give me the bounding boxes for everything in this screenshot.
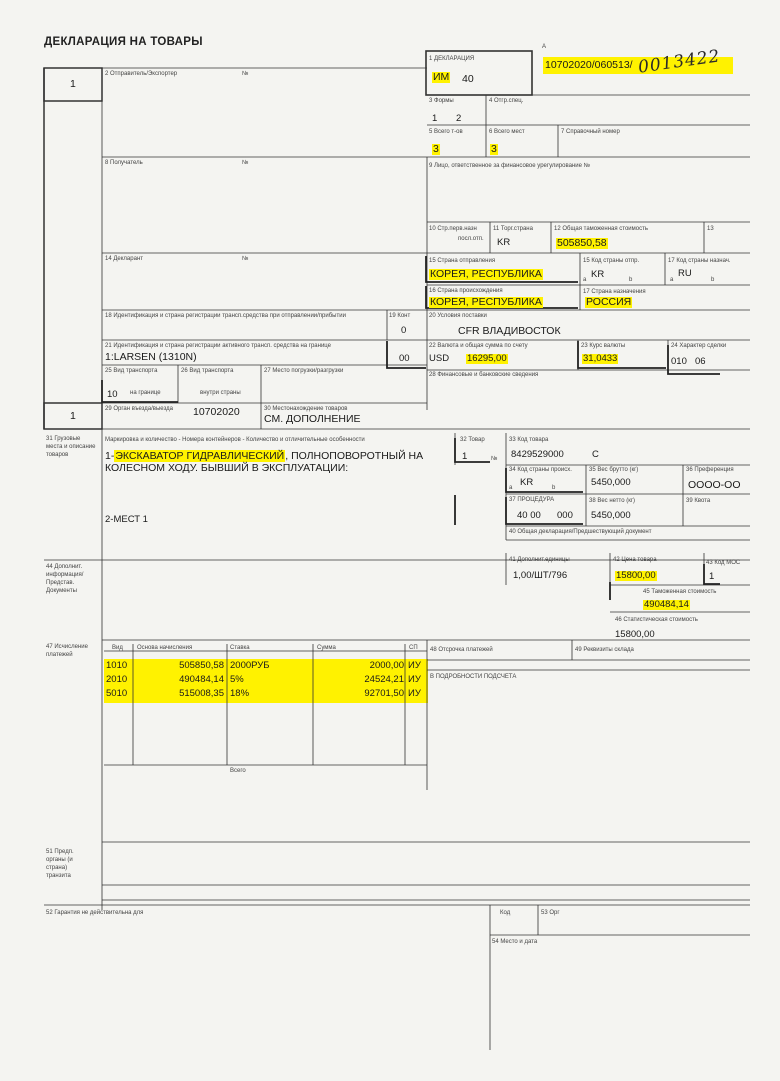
box23-value: 31,0433 <box>583 353 618 364</box>
box1-label: 1 ДЕКЛАРАЦИЯ <box>429 56 475 62</box>
box34-b: b <box>552 485 556 491</box>
box32-no: № <box>491 456 498 462</box>
box31-line1-prefix: 1- <box>105 450 115 462</box>
form-title: ДЕКЛАРАЦИЯ НА ТОВАРЫ <box>44 36 203 48</box>
box51-label: 51 Предп. органы (и страна) транзита <box>46 849 74 879</box>
box25-label: 25 Вид транспорта <box>105 368 158 374</box>
box21-code: 00 <box>399 353 410 364</box>
box31-places: 2-МЕСТ 1 <box>105 514 148 525</box>
box15-label: 15 Страна отправления <box>429 258 496 264</box>
box17-value: РОССИЯ <box>586 296 632 308</box>
box32-value: 1 <box>462 451 468 462</box>
box35-label: 35 Вес брутто (кг) <box>589 467 639 473</box>
box24-label: 24 Характер сделки <box>671 343 727 349</box>
box25-value: 10 <box>107 389 118 400</box>
box7-label: 7 Справочный номер <box>561 129 620 135</box>
box24-val1: 010 <box>671 356 687 367</box>
box17a-b: b <box>711 277 715 283</box>
box52-code: Код <box>500 910 511 916</box>
box35-value: 5450,000 <box>591 477 631 488</box>
box26-label: 26 Вид транспорта <box>181 368 234 374</box>
box45-label: 45 Таможенная стоимость <box>643 589 717 595</box>
box31-label: 31 Грузовые места и описание товаров <box>46 436 96 458</box>
box30-value: СМ. ДОПОЛНЕНИЕ <box>264 413 361 425</box>
table-row-3-base: 515008,35 <box>179 688 224 699</box>
box31-header: Маркировка и количество - Номера контейнеров - Количество и отличительные особенности <box>105 437 365 443</box>
box40-label: 40 Общая декларация/Предшествующий документ <box>509 529 652 535</box>
box6-label: 6 Всего мест <box>489 129 525 135</box>
box37-val2: 000 <box>557 510 573 521</box>
box36-value: ОООО-ОО <box>688 479 741 491</box>
box5-value: 3 <box>433 143 439 155</box>
box41-label: 41 Дополнит.единицы <box>509 557 570 563</box>
box37-val1: 40 00 <box>517 510 541 521</box>
table-row-3-sp: ИУ <box>408 688 421 699</box>
box11-value: KR <box>497 237 511 248</box>
box42-label: 42 Цена товара <box>613 557 657 563</box>
box24-val2: 06 <box>695 356 706 367</box>
box16-value: КОРЕЯ, РЕСПУБЛИКА <box>430 296 542 308</box>
box18-label: 18 Идентификация и страна регистрации трансп.средства при отправлении/прибытии <box>105 313 346 319</box>
box15a-value: KR <box>591 269 605 280</box>
table-row-2-base: 490484,14 <box>179 674 224 685</box>
box39-label: 39 Квота <box>686 498 711 504</box>
box15-value: КОРЕЯ, РЕСПУБЛИКА <box>430 268 542 280</box>
box8-label: 8 Получатель <box>105 160 143 166</box>
box43-label: 43 Код МОС <box>706 560 741 566</box>
box26-sub: внутри страны <box>200 390 241 396</box>
box3-label: 3 Формы <box>429 98 454 104</box>
box28-label: 28 Финансовые и банковские сведения <box>429 372 539 378</box>
box21-label: 21 Идентификация и страна регистрации активного трансп. средства на границе <box>105 343 332 349</box>
box44-label: 44 Дополнит. информация/ Представ. Документы <box>46 564 84 594</box>
box22-label: 22 Валюта и общая сумма по счету <box>429 343 528 349</box>
box5-label: 5 Всего т-ов <box>429 129 463 135</box>
box48-label: 48 Отсрочка платежей <box>430 647 493 653</box>
box3-val2: 2 <box>456 113 462 124</box>
box8-no: № <box>242 160 249 166</box>
box20-label: 20 Условия поставки <box>429 313 487 319</box>
letter-a: A <box>542 44 547 50</box>
table-row-1-base: 505850,58 <box>179 660 224 671</box>
box15a-label: 15 Код страны отпр. <box>583 258 640 264</box>
box54-label: 54 Место и дата <box>492 939 538 945</box>
box34-value: KR <box>520 477 534 488</box>
box15a-a: a <box>583 277 587 283</box>
registration-number: 10702020/060513/ <box>545 59 633 71</box>
box29-value: 10702020 <box>193 406 240 418</box>
box46-value: 15800,00 <box>615 629 655 640</box>
table-row-3-rate: 18% <box>230 688 250 699</box>
box20-value: CFR ВЛАДИВОСТОК <box>458 325 561 337</box>
box37-label: 37 ПРОЦЕДУРА <box>509 497 555 503</box>
box47-h-vid: Вид <box>112 645 123 651</box>
box47-total: Всего <box>230 768 246 774</box>
box2-no: № <box>242 71 249 77</box>
table-row-2-sp: ИУ <box>408 674 421 685</box>
box30-label: 30 Местонахождение товаров <box>264 406 348 412</box>
box22-currency: USD <box>429 353 450 364</box>
box36-label: 36 Преференция <box>686 467 734 473</box>
box31-line1-rest: , ПОЛНОПОВОРОТНЫЙ НА <box>285 450 424 462</box>
box14-label: 14 Декларант <box>105 256 144 262</box>
box4-label: 4 Отгр.спец. <box>489 98 524 104</box>
box10-label2: посл.отп. <box>458 236 484 242</box>
box23-label: 23 Курс валюты <box>581 343 626 349</box>
box31-line1 <box>105 451 423 462</box>
box14-no: № <box>242 256 249 262</box>
table-row-1-vid: 1010 <box>106 660 128 671</box>
table-row-2-vid: 2010 <box>106 674 128 685</box>
box19-label: 19 Конт <box>389 313 411 319</box>
box45-value: 490484,14 <box>644 599 689 610</box>
box21-value: 1:LARSEN (1310N) <box>105 351 197 363</box>
box9-label: 9 Лицо, ответственное за финансовое урегулирование № <box>429 163 591 169</box>
box17a-value: RU <box>678 268 692 279</box>
boxB-label: В ПОДРОБНОСТИ ПОДСЧЕТА <box>430 674 517 680</box>
table-row-1-rate: 2000РУБ <box>230 660 270 671</box>
box38-value: 5450,000 <box>591 510 631 521</box>
box29-label: 29 Орган въезда/выезда <box>105 406 173 412</box>
box52-label: 52 Гарантия не действительна для <box>46 910 144 916</box>
box34-a: a <box>509 485 513 491</box>
table-row-2-sum: 24524,21 <box>364 674 404 685</box>
box6-value: 3 <box>491 143 497 155</box>
box49-label: 49 Реквизиты склада <box>575 647 634 653</box>
table-row-3-vid: 5010 <box>106 688 128 699</box>
box42-value: 15800,00 <box>616 570 656 581</box>
box17-label: 17 Страна назначения <box>583 289 646 295</box>
box3-val1: 1 <box>432 113 438 124</box>
box12-label: 12 Общая таможенная стоимость <box>554 226 648 232</box>
box17a-label: 17 Код страны назнач. <box>668 258 731 264</box>
box33-value: 8429529000 <box>511 449 564 460</box>
box17a-a: a <box>670 277 674 283</box>
handwritten-number: 0013422 <box>636 46 722 78</box>
box22-amount: 16295,00 <box>467 353 507 364</box>
box41-value: 1,00/ШТ/796 <box>513 570 568 581</box>
sheet-number: 1 <box>70 78 76 90</box>
box32-label: 32 Товар <box>460 437 485 443</box>
box33-label: 33 Код товара <box>509 437 549 443</box>
box10-label: 10 Стр.перв.назн <box>429 226 477 232</box>
box47-label: 47 Исчисление платежей <box>46 644 88 658</box>
box13-label: 13 <box>707 226 714 232</box>
table-row-3-sum: 92701,50 <box>364 688 404 699</box>
box25-sub: на границе <box>130 390 161 396</box>
box19-value: 0 <box>401 325 407 336</box>
box53-label: 53 Орг <box>541 910 560 916</box>
box1-procedure: 40 <box>462 73 474 85</box>
box11-label: 11 Торг.страна <box>493 226 533 232</box>
box15a-b: b <box>629 277 633 283</box>
table-row-2-rate: 5% <box>230 674 244 685</box>
sheet-number-2: 1 <box>70 410 76 422</box>
box47-h-sp: СП <box>409 645 418 651</box>
box47-h-sum: Сумма <box>317 645 336 651</box>
table-row-1-sp: ИУ <box>408 660 421 671</box>
box46-label: 46 Статистическая стоимость <box>615 617 698 623</box>
box34-label: 34 Код страны происх. <box>509 467 572 473</box>
box27-label: 27 Место погрузки/разгрузки <box>264 368 344 374</box>
box2-label: 2 Отправитель/Экспортер <box>105 71 178 77</box>
box38-label: 38 Вес нетто (кг) <box>589 498 636 504</box>
box47-h-rate: Ставка <box>230 645 250 651</box>
box33-extra: C <box>592 449 599 460</box>
box31-line1-highlight: ЭКСКАВАТОР ГИДРАВЛИЧЕСКИЙ <box>115 450 285 462</box>
box1-type: ИМ <box>433 71 450 83</box>
table-row-1-sum: 2000,00 <box>369 660 404 671</box>
box31-line2: КОЛЕСНОМ ХОДУ. БЫВШИЙ В ЭКСПЛУАТАЦИИ: <box>105 462 349 474</box>
box43-value: 1 <box>709 571 715 582</box>
box16-label: 16 Страна происхождения <box>429 288 503 294</box>
box12-value: 505850,58 <box>557 237 607 249</box>
box47-h-base: Основа начисления <box>137 645 193 651</box>
